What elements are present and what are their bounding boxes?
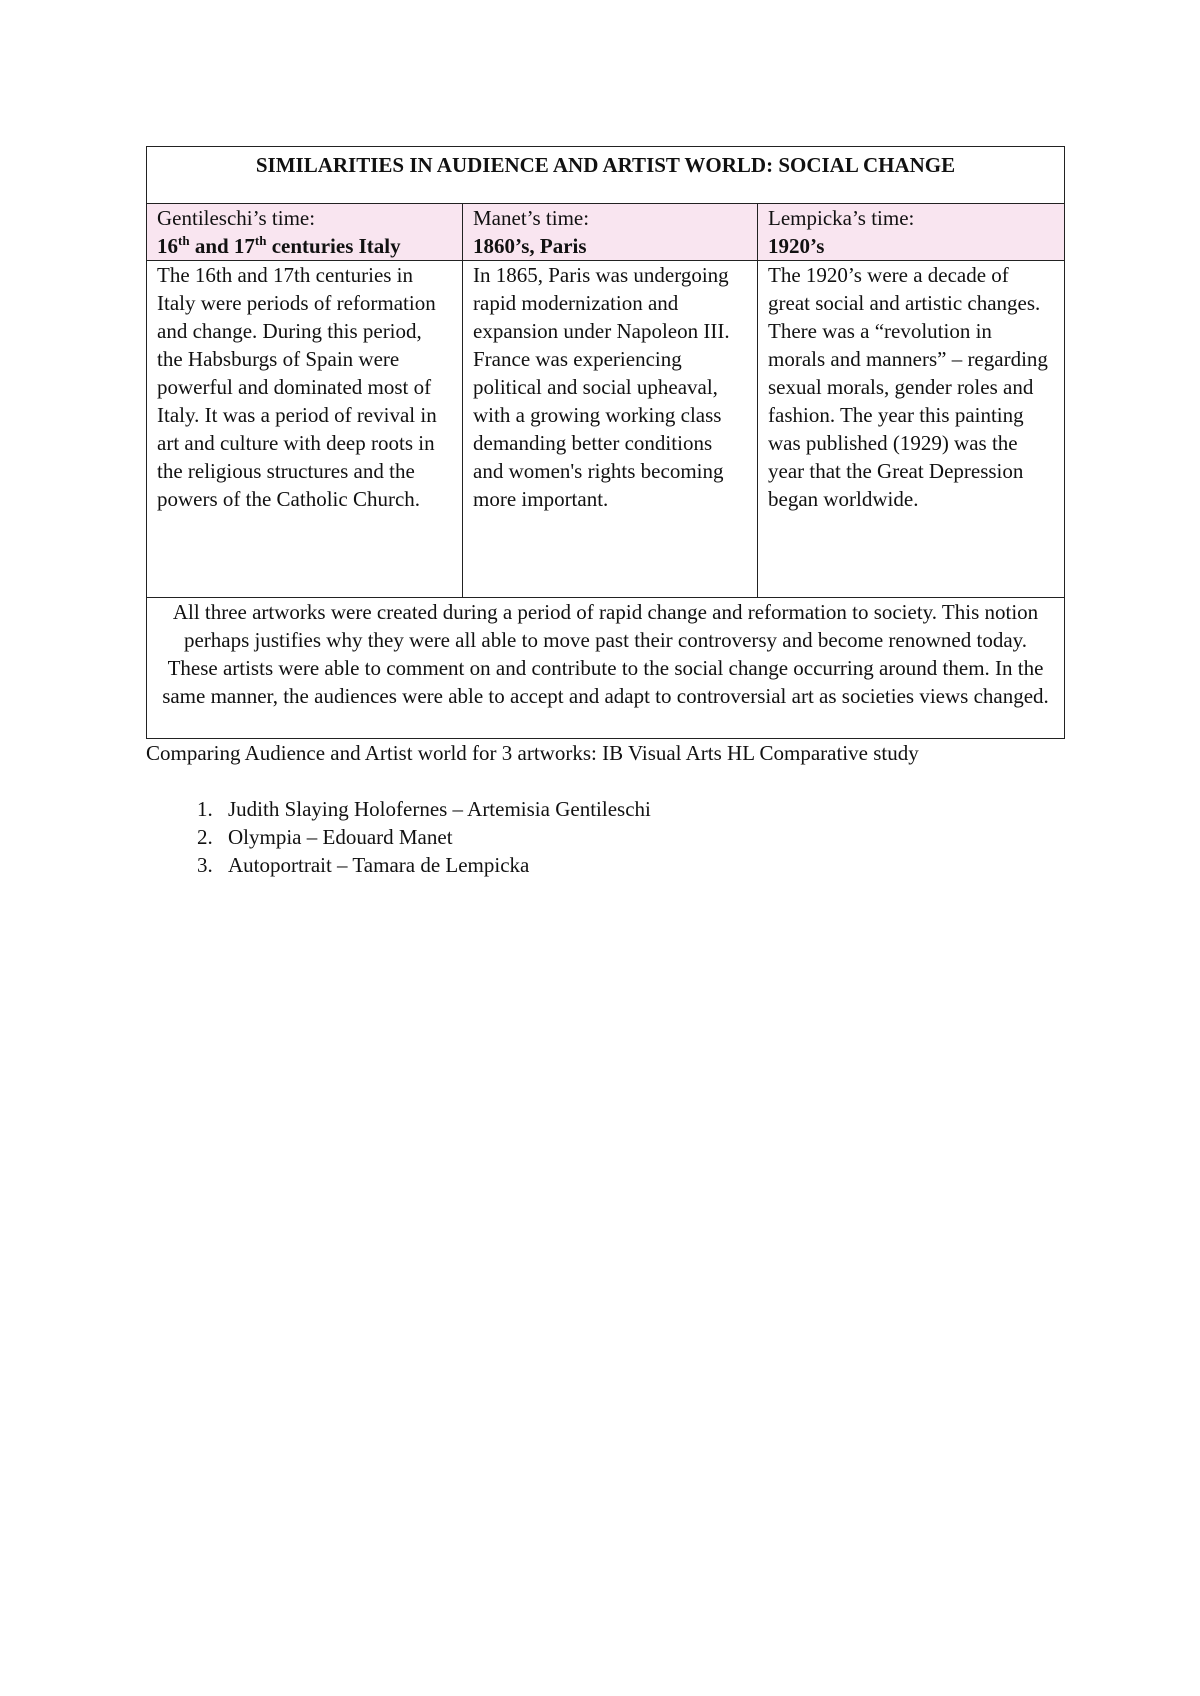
period-heading: 1860’s, Paris <box>473 234 587 258</box>
period-heading: 16th and 17th centuries Italy <box>157 233 401 258</box>
period-header-gentileschi <box>147 204 463 261</box>
period-label: Lempicka’s time: <box>768 206 915 230</box>
document-page <box>146 146 1064 879</box>
period-body-lempicka: The 1920’s were a decade of great social and artistic changes. There was a “revolution in morals and manners” – regarding sexual morals, gender roles and fashion. The year this painting was published (1929) was the year that the Great Depression began worldwide. <box>758 261 1065 598</box>
comparison-table <box>146 146 1065 739</box>
period-header-lempicka <box>758 204 1065 261</box>
artwork-list <box>146 795 1064 879</box>
table-title: SIMILARITIES IN AUDIENCE AND ARTIST WORLD: SOCIAL CHANGE <box>255 153 956 177</box>
period-body-gentileschi: The 16th and 17th centuries in Italy were periods of reformation and change. During this period, the Habsburgs of Spain were powerful and dominated most of Italy. It was a period of revival in art and culture with deep roots in the religious structures and the powers of the Catholic Church. <box>147 261 463 598</box>
period-body-manet: In 1865, Paris was undergoing rapid modernization and expansion under Napoleon III. France was experiencing political and social upheaval, with a growing working class demanding better conditions and women's rights becoming more important. <box>463 261 758 598</box>
period-body-row <box>147 261 1065 598</box>
period-header-manet <box>463 204 758 261</box>
table-caption: Comparing Audience and Artist world for 3 artworks: IB Visual Arts HL Comparative study <box>146 741 919 765</box>
list-item: 1. Judith Slaying Holofernes – Artemisia Gentileschi <box>218 795 1064 823</box>
period-heading: 1920’s <box>768 234 825 258</box>
table-title-row <box>147 147 1065 204</box>
period-header-row <box>147 204 1065 261</box>
list-item: 2. Olympia – Edouard Manet <box>218 823 1064 851</box>
summary-cell: All three artworks were created during a period of rapid change and reformation to society. This notion perhaps justifies why they were all able to move past their controversy and become renowned today. These artists were able to comment on and contribute to the social change occurring around them. In the same manner, the audiences were able to accept and adapt to controversial art as societies views changed. <box>147 598 1065 739</box>
period-label: Manet’s time: <box>473 206 590 230</box>
list-item: 3. Autoportrait – Tamara de Lempicka <box>218 851 1064 879</box>
table-title-cell <box>147 147 1065 204</box>
summary-row <box>147 598 1065 739</box>
period-label: Gentileschi’s time: <box>157 206 316 230</box>
